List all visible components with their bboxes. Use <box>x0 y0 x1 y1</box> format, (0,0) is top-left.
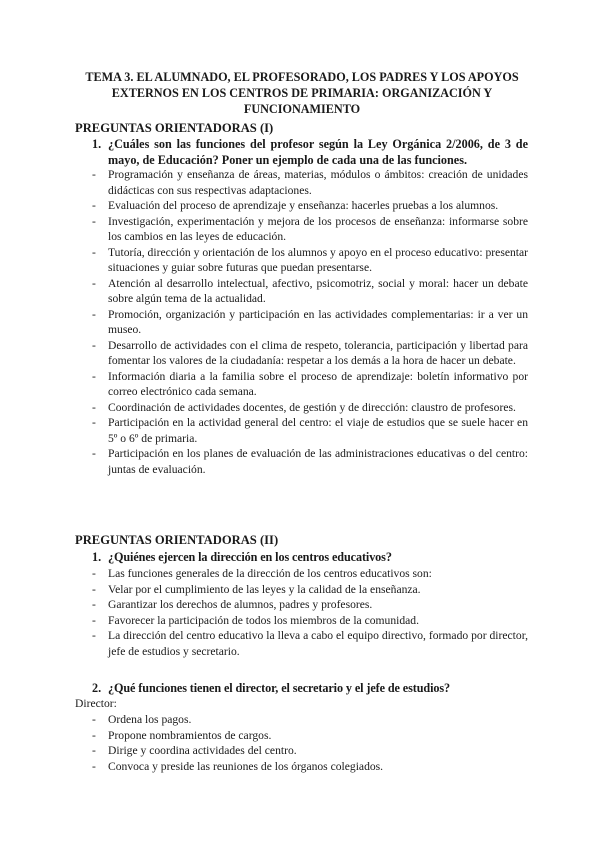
list-item: - Garantizar los derechos de alumnos, padres y profesores. <box>92 598 373 611</box>
list-item: - Dirige y coordina actividades del centro. <box>92 744 297 757</box>
question-number: 1. <box>92 137 102 151</box>
section-heading-1: PREGUNTAS ORIENTADORAS (I) <box>75 121 274 135</box>
list-item: - Las funciones generales de la dirección de los centros educativos son: <box>92 567 432 580</box>
direction-functions-list <box>92 566 528 659</box>
question-roles <box>92 680 528 696</box>
question-direction <box>92 549 528 565</box>
list-item: - Información diaria a la familia sobre el proceso de aprendizaje: boletín informativo por correo electrónico cada semana. <box>92 369 528 398</box>
question-number: 1. <box>92 550 102 564</box>
list-item: - Participación en la actividad general del centro: el viaje de estudios que se suele hacer en 5º o 6º de primaria. <box>92 416 528 445</box>
list-item: - Desarrollo de actividades con el clima de respeto, tolerancia, participación y libertad para fomentar los valores de la ciudadanía: respetar a los demás a la hora de hacer un debate. <box>92 338 528 367</box>
director-functions-list <box>92 712 528 774</box>
list-item: - Propone nombramientos de cargos. <box>92 728 272 742</box>
director-label: Director: <box>75 697 117 710</box>
list-item: - Programación y enseñanza de áreas, materias, módulos o ámbitos: creación de unidades didácticas con sus respectivas adaptaciones. <box>92 168 528 197</box>
list-item: - Coordinación de actividades docentes, de gestión y de dirección: claustro de profesores. <box>92 400 516 414</box>
section-heading-2: PREGUNTAS ORIENTADORAS (II) <box>75 533 279 547</box>
document-title: TEMA 3. EL ALUMNADO, EL PROFESORADO, LOS PADRES Y LOS APOYOS EXTERNOS EN LOS CENTROS DE PRIMARIA: ORGANIZACIÓN Y FUNCIONAMIENTO <box>85 70 519 116</box>
question-text: ¿Cuáles son las funciones del profesor según la Ley Orgánica 2/2006, de 3 de mayo, de Educación? Poner un ejemplo de cada una de las funciones. <box>108 137 528 167</box>
question-text: ¿Qué funciones tienen el director, el secretario y el jefe de estudios? <box>108 681 450 695</box>
question-number: 2. <box>92 681 102 695</box>
list-item: - La dirección del centro educativo la lleva a cabo el equipo directivo, formado por director, jefe de estudios y secretario. <box>92 629 528 658</box>
list-item: - Convoca y preside las reuniones de los órganos colegiados. <box>92 759 384 773</box>
list-item: - Promoción, organización y participación en las actividades complementarias: ir a ver un museo. <box>92 307 528 336</box>
list-item: - Velar por el cumplimiento de las leyes y la calidad de la enseñanza. <box>92 582 421 596</box>
list-item: - Atención al desarrollo intelectual, afectivo, psicomotriz, social y moral: hacer un debate sobre algún tema de la actualidad. <box>92 276 528 305</box>
list-item: - Evaluación del proceso de aprendizaje y enseñanza: hacerles pruebas a los alumnos. <box>92 199 499 212</box>
list-item: - Participación en los planes de evaluación de las administraciones educativas o del centro: juntas de evaluación. <box>92 447 528 476</box>
list-item: - Favorecer la participación de todos los miembros de la comunidad. <box>92 613 420 627</box>
list-item: - Investigación, experimentación y mejora de los procesos de enseñanza: informarse sobre los cambios en las leyes de educación. <box>92 214 528 243</box>
list-item: - Ordena los pagos. <box>92 713 192 726</box>
list-item: - Tutoría, dirección y orientación de los alumnos y apoyo en el proceso educativo: presentar situaciones y guiar sobre futuras que puedan presentarse. <box>92 245 528 274</box>
question-1 <box>92 136 528 168</box>
teacher-functions-list <box>92 167 528 477</box>
question-text: ¿Quiénes ejercen la dirección en los centros educativos? <box>108 550 392 564</box>
